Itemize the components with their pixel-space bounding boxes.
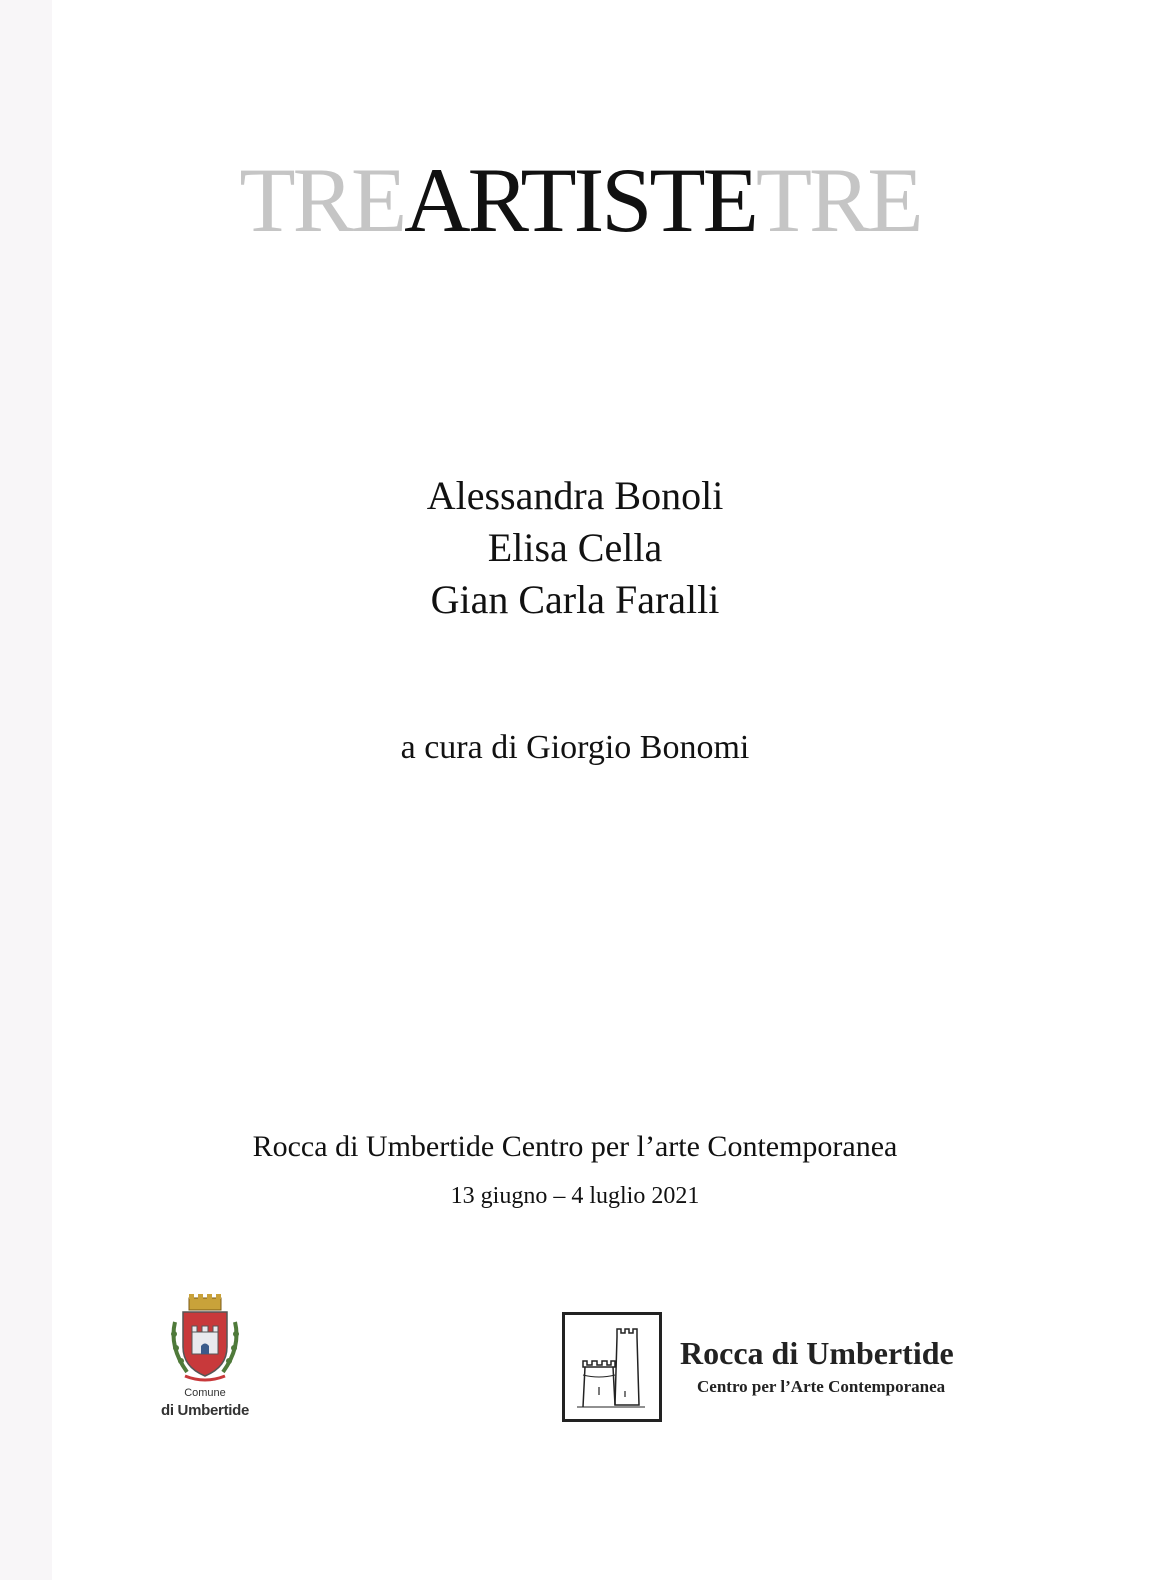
- artist-name: Alessandra Bonoli: [426, 473, 724, 518]
- exhibition-title: [0, 150, 1160, 250]
- crest-icon: [165, 1292, 245, 1384]
- title-main: ARTISTE: [404, 149, 756, 251]
- dates-line: 13 giugno – 4 luglio 2021: [450, 1183, 700, 1209]
- artists-list: [0, 470, 1150, 626]
- title-prefix: TRE: [239, 149, 405, 251]
- curator-line: a cura di Giorgio Bonomi: [400, 729, 750, 766]
- tower-icon: [565, 1315, 659, 1419]
- rocca-logo-frame: [562, 1312, 662, 1422]
- comune-label-line2: di Umbertide: [160, 1402, 250, 1419]
- comune-logo: [150, 1292, 260, 1427]
- artist-name: Elisa Cella: [487, 525, 663, 570]
- rocca-logo-name: Rocca di Umbertide: [680, 1335, 954, 1371]
- venue-line: Rocca di Umbertide Centro per l’arte Contemporanea: [252, 1130, 898, 1163]
- rocca-logo-subtitle: Centro per l’Arte Contemporanea: [697, 1377, 946, 1396]
- comune-label-line1: Comune: [184, 1387, 226, 1399]
- artist-name: Gian Carla Faralli: [430, 577, 720, 622]
- title-suffix: TRE: [755, 149, 921, 251]
